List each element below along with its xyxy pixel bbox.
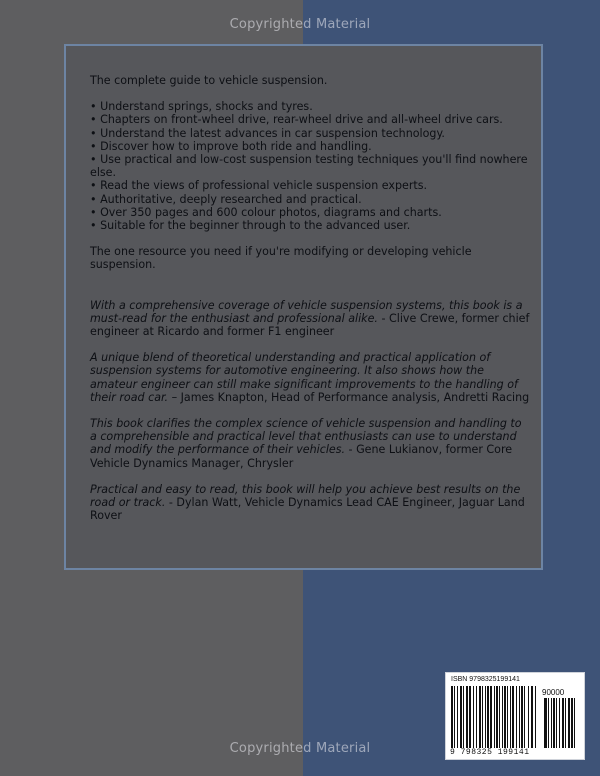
feature-item: • Authoritative, deeply researched and practical. bbox=[90, 192, 362, 206]
feature-item: • Over 350 pages and 600 colour photos, diagrams and charts. bbox=[90, 205, 442, 219]
review-quote bbox=[90, 483, 530, 523]
barcode-digits: 9 798325 199141 bbox=[450, 748, 530, 757]
barcode-bar bbox=[502, 686, 503, 748]
barcode-bar bbox=[466, 686, 468, 748]
barcode-bar bbox=[490, 686, 492, 748]
barcode-bar bbox=[535, 686, 536, 748]
feature-item: • Chapters on front-wheel drive, rear-wheel drive and all-wheel drive cars. bbox=[90, 113, 503, 127]
watermark-top: Copyrighted Material bbox=[229, 17, 371, 32]
barcode-bar bbox=[494, 686, 495, 748]
barcode-bar bbox=[476, 686, 477, 748]
feature-item: • Understand the latest advances in car suspension technology. bbox=[90, 126, 445, 140]
barcode-bar bbox=[499, 686, 500, 748]
review-quote bbox=[90, 299, 530, 339]
feature-item: • Understand springs, shocks and tyres. bbox=[90, 100, 313, 114]
quote-text: With a comprehensive coverage of vehicle suspension systems, this book is a must-read for the enthusiast and professional alike. bbox=[90, 298, 523, 325]
barcode-bar bbox=[507, 686, 508, 748]
barcode-bar bbox=[485, 686, 486, 748]
barcode-bar bbox=[524, 686, 525, 748]
price-code: 90000 bbox=[542, 688, 565, 697]
quote-attribution: - Dylan Watt, Vehicle Dynamics Lead CAE Engineer, Jaguar Land Rover bbox=[90, 496, 525, 523]
outro-text: The one resource you need if you're modifying or developing vehicle suspension. bbox=[90, 245, 472, 272]
barcode-bar bbox=[519, 686, 520, 748]
isbn-label: ISBN 9798325199141 bbox=[451, 676, 520, 683]
barcode-bar bbox=[487, 686, 489, 748]
feature-item: • Read the views of professional vehicle suspension experts. bbox=[90, 179, 428, 193]
barcode-bar bbox=[521, 686, 523, 748]
feature-item: • Suitable for the beginner through to the advanced user. bbox=[90, 219, 411, 233]
intro-text: The complete guide to vehicle suspension. bbox=[90, 74, 328, 87]
watermark-bottom: Copyrighted Material bbox=[229, 741, 371, 756]
barcode-bar bbox=[482, 686, 483, 748]
barcode-bar bbox=[510, 686, 511, 748]
feature-item: • Discover how to improve both ride and handling. bbox=[90, 139, 372, 153]
quote-text: A unique blend of theoretical understanding and practical application of suspension systems for automotive engineering. It also shows how the amateur engineer can still make significant improvements to the handling of their road car. bbox=[90, 351, 518, 404]
barcode-bar bbox=[512, 686, 514, 748]
quote-attribution: - Clive Crewe, former chief engineer at Ricardo and former F1 engineer bbox=[90, 311, 530, 339]
barcode-bar bbox=[473, 686, 474, 748]
barcode-bar bbox=[531, 686, 533, 748]
quote-text: This book clarifies the complex science of vehicle suspension and handling to a comprehensible and practical level that enthusiasts can use to understand and modify the performance of their vehicles. bbox=[90, 417, 522, 457]
feature-list bbox=[90, 100, 530, 232]
barcode-bar bbox=[504, 686, 506, 748]
barcode-bar bbox=[451, 686, 453, 748]
barcode-bar bbox=[457, 686, 458, 748]
barcode-bar bbox=[516, 686, 517, 748]
quote-text: Practical and easy to read, this book will help you achieve best results on the road or track. bbox=[90, 482, 521, 510]
barcode-bar bbox=[454, 686, 455, 748]
barcode-bar bbox=[460, 686, 462, 748]
review-quote bbox=[90, 351, 530, 404]
review-quote bbox=[90, 417, 530, 470]
barcode-bar bbox=[496, 686, 498, 748]
barcode-bar bbox=[479, 686, 481, 748]
blurb-content bbox=[90, 74, 530, 535]
barcode-bar bbox=[463, 686, 464, 748]
barcode-bar bbox=[528, 686, 529, 748]
quote-attribution: – James Knapton, Head of Performance analysis, Andretti Racing bbox=[168, 390, 530, 404]
feature-item: • Use practical and low-cost suspension testing techniques you'll find nowhere else. bbox=[90, 153, 528, 180]
barcode-bar bbox=[469, 686, 471, 748]
quote-attribution: - Gene Lukianov, former Core Vehicle Dynamics Manager, Chrysler bbox=[90, 443, 513, 470]
ean-barcode bbox=[451, 686, 539, 748]
